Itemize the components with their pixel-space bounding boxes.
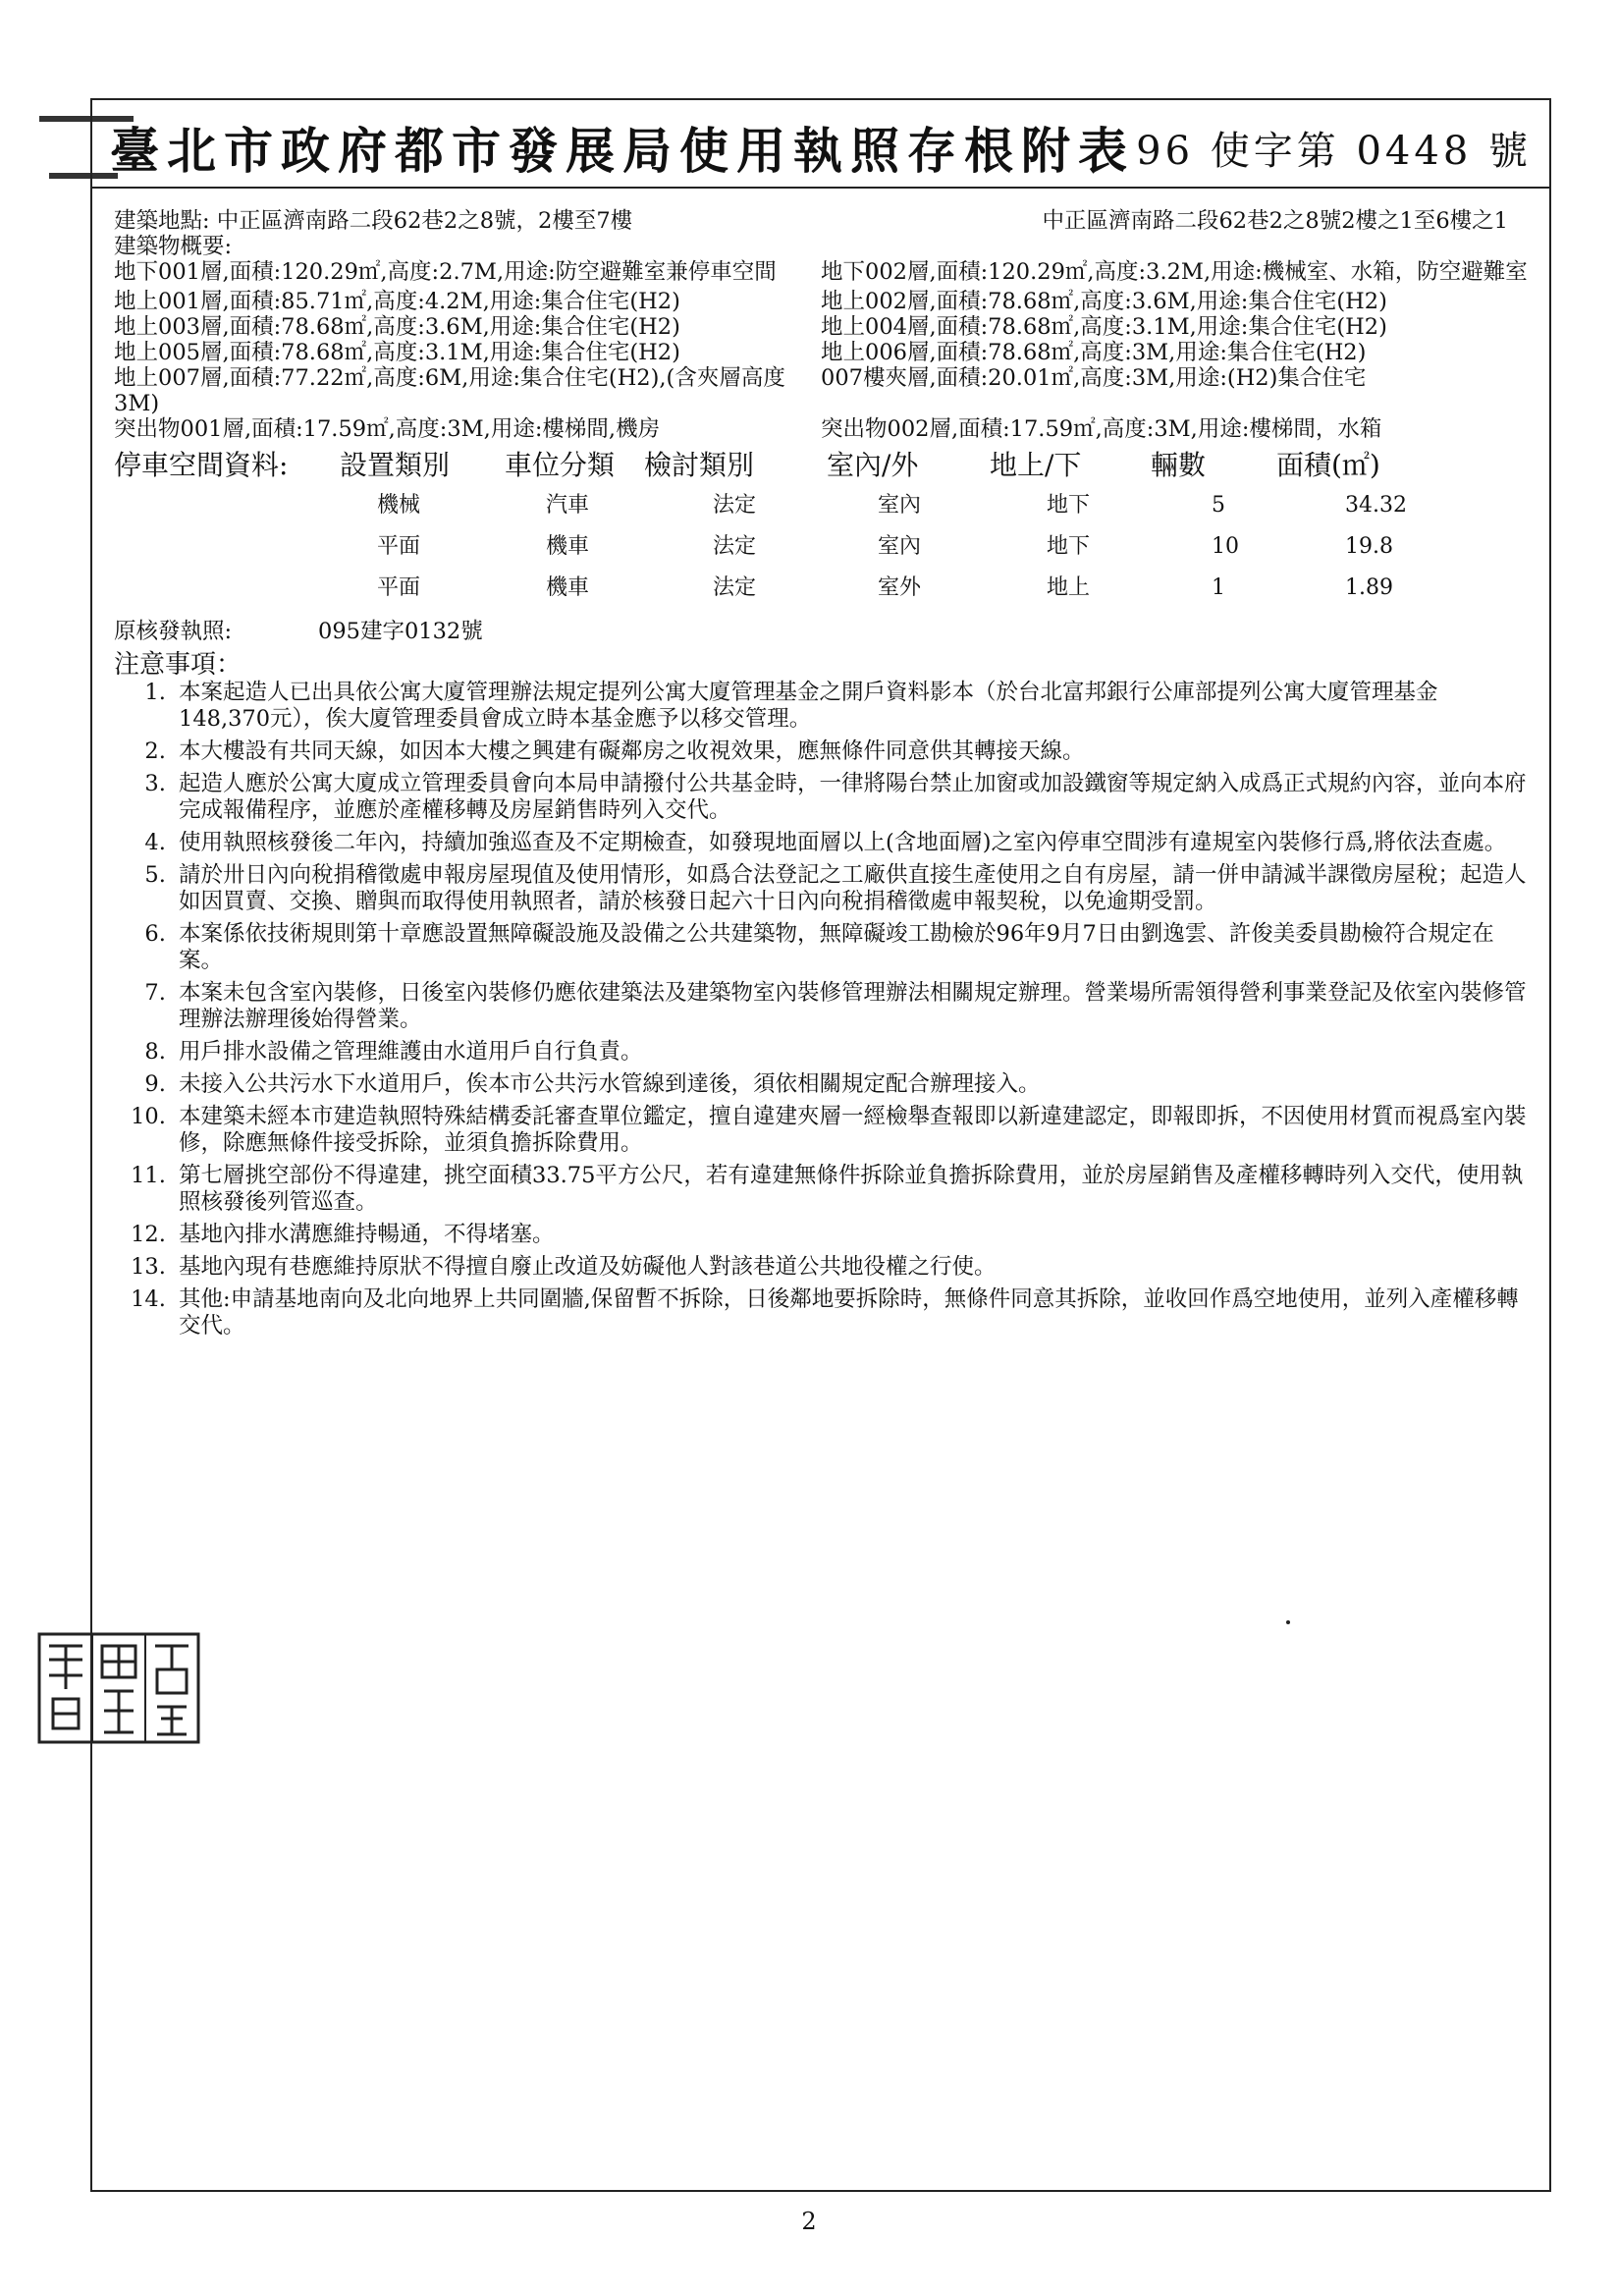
overview-label: 建築物概要: [114, 234, 233, 259]
overview-row [114, 314, 1528, 340]
overview-cell: 地上006層,面積:78.68㎡,高度:3M,用途:集合住宅(H2) [821, 340, 1367, 365]
document-title: 臺北市政府都市發展局使用執照存根附表 [110, 122, 1135, 180]
overview-cell: 地下001層,面積:120.29㎡,高度:2.7M,用途:防空避難室兼停車空間 [114, 259, 777, 285]
parking-cell: 地上 [1047, 575, 1091, 600]
parking-cell: 汽車 [546, 493, 590, 518]
overview-row [114, 289, 1528, 314]
note-item: 3. 起造人應於公寓大廈成立管理委員會向本局申請撥付公共基金時，一律將陽台禁止加窗或加設鐵窗等規定納入成爲正式規約內容，並向本府完成報備程序，並應於產權移轉及房屋銷售時列入交代。 [173, 771, 1528, 824]
content [114, 208, 1528, 1345]
permit-number: 96 使字第 0448 號 [1136, 129, 1532, 174]
original-permit-value: 095建字0132號 [318, 619, 483, 644]
parking-cell: 機械 [377, 493, 421, 518]
parking-cell: 34.32 [1345, 493, 1407, 518]
overview-cell: 地上002層,面積:78.68㎡,高度:3.6M,用途:集合住宅(H2) [821, 289, 1387, 314]
parking-col-header: 檢討類別 [644, 449, 755, 481]
overview-row [114, 259, 1528, 285]
parking-row [377, 526, 1528, 568]
overview-row [114, 340, 1528, 365]
original-permit [114, 619, 1528, 644]
original-permit-label: 原核發執照: [114, 619, 233, 644]
notes-list [114, 680, 1528, 1339]
overview-cell: 突出物001層,面積:17.59㎡,高度:3M,用途:樓梯間,機房 [114, 416, 661, 442]
overview-cell: 007樓夾層,面積:20.01㎡,高度:3M,用途:(H2)集合住宅 [821, 365, 1367, 391]
parking-cell: 1 [1212, 575, 1225, 600]
parking-rows [114, 485, 1528, 609]
overview-cell: 地上007層,面積:77.22㎡,高度:6M,用途:集合住宅(H2),(含夾層高度3M) [114, 365, 785, 416]
note-item: 1. 本案起造人已出具依公寓大廈管理辦法規定提列公寓大廈管理基金之開戶資料影本（於台北富邦銀行公庫部提列公寓大廈管理基金148,370元），俟大廈管理委員會成立時本基金應予以移交管理。 [173, 680, 1528, 733]
note-item: 7. 本案未包含室內裝修，日後室內裝修仍應依建築法及建築物室內裝修管理辦法相關規定辦理。營業場所需領得營利事業登記及依室內裝修管理辦法辦理後始得營業。 [173, 980, 1528, 1033]
scan-artifact [1286, 1620, 1290, 1624]
note-item: 10. 本建築未經本市建造執照特殊結構委託審查單位鑑定，擅自違建夾層一經檢舉查報即以新違建認定，即報即拆，不因使用材質而視爲室內裝修，除應無條件接受拆除，並須負擔拆除費用。 [173, 1104, 1528, 1157]
note-item: 5. 請於卅日內向稅捐稽徵處申報房屋現值及使用情形，如爲合法登記之工廠供直接生產使用之自有房屋，請一併申請減半課徵房屋稅；起造人如因買賣、交換、贈與而取得使用執照者，請於核發日起六十日內向稅捐稽徵處申報契稅，以免逾期受罰。 [173, 862, 1528, 915]
note-item: 2. 本大樓設有共同天線，如因本大樓之興建有礙鄰房之收視效果，應無條件同意供其轉接天線。 [173, 738, 1528, 765]
note-item: 12. 基地內排水溝應維持暢通，不得堵塞。 [173, 1222, 1528, 1248]
parking-label: 停車空間資料: [114, 449, 289, 481]
note-item: 9. 未接入公共污水下水道用戶，俟本市公共污水管線到達後，須依相關規定配合辦理接入。 [173, 1071, 1528, 1098]
site-address [114, 208, 632, 234]
parking-cell: 地下 [1047, 534, 1091, 559]
site-address-text: 中正區濟南路二段62巷2之8號，2樓至7樓 [216, 208, 633, 234]
parking-row [377, 568, 1528, 609]
site-address-line [114, 208, 1528, 234]
note-item: 4. 使用執照核發後二年內，持續加強巡查及不定期檢查，如發現地面層以上(含地面層)之室內停車空間涉有違規室內裝修行爲,將依法查處。 [173, 830, 1528, 856]
page-number: 2 [801, 2208, 817, 2235]
overview-cell: 地上003層,面積:78.68㎡,高度:3.6M,用途:集合住宅(H2) [114, 314, 680, 340]
note-item: 8. 用戶排水設備之管理維護由水道用戶自行負責。 [173, 1039, 1528, 1066]
parking-col-header: 面積(㎡) [1276, 449, 1380, 481]
parking-cell: 平面 [377, 575, 421, 600]
overview-cell: 地上001層,面積:85.71㎡,高度:4.2M,用途:集合住宅(H2) [114, 289, 680, 314]
parking-cell: 法定 [713, 575, 757, 600]
overview-cell: 地下002層,面積:120.29㎡,高度:3.2M,用途:機械室、水箱，防空避難室 [821, 259, 1528, 285]
official-seal-stamp [35, 1630, 202, 1746]
overview-rows [114, 259, 1528, 442]
parking-cell: 19.8 [1345, 534, 1393, 559]
note-item: 13. 基地內現有巷應維持原狀不得擅自廢止改道及妨礙他人對該巷道公共地役權之行使。 [173, 1254, 1528, 1281]
parking-cell: 地下 [1047, 493, 1091, 518]
parking-cell: 10 [1212, 534, 1239, 559]
parking-cell: 5 [1212, 493, 1225, 518]
overview-cell: 地上005層,面積:78.68㎡,高度:3.1M,用途:集合住宅(H2) [114, 340, 680, 365]
overview-row [114, 365, 1528, 416]
site-label: 建築地點: [114, 208, 210, 234]
parking-cell: 平面 [377, 534, 421, 559]
overview-cell: 地上004層,面積:78.68㎡,高度:3.1M,用途:集合住宅(H2) [821, 314, 1387, 340]
overview-row [114, 416, 1528, 442]
parking-cell: 機車 [546, 575, 590, 600]
parking-cell: 法定 [713, 493, 757, 518]
parking-col-header: 室內/外 [827, 449, 919, 481]
site-address-2: 中正區濟南路二段62巷2之8號2樓之1至6樓之1 [1042, 208, 1508, 234]
note-item: 6. 本案係依技術規則第十章應設置無障礙設施及設備之公共建築物，無障礙竣工勘檢於96年9月7日由劉逸雲、許俊美委員勘檢符合規定在案。 [173, 921, 1528, 974]
parking-section [114, 446, 1528, 609]
note-item: 11. 第七層挑空部份不得違建，挑空面積33.75平方公尺，若有違建無條件拆除並負擔拆除費用，並於房屋銷售及產權移轉時列入交代，使用執照核發後列管巡查。 [173, 1163, 1528, 1216]
notes-title: 注意事項： [114, 650, 243, 680]
parking-col-header: 車位分類 [505, 449, 616, 481]
note-item: 14. 其他:申請基地南向及北向地界上共同圍牆,保留暫不拆除，日後鄰地要拆除時，無條件同意其拆除，並收回作爲空地使用，並列入產權移轉交代。 [173, 1286, 1528, 1339]
parking-col-header: 地上/下 [990, 449, 1082, 481]
parking-cell: 室內 [878, 534, 922, 559]
parking-row [377, 485, 1528, 526]
parking-cell: 機車 [546, 534, 590, 559]
parking-col-header: 設置類別 [340, 449, 451, 481]
parking-col-header: 輛數 [1151, 449, 1207, 481]
header [92, 100, 1549, 189]
parking-cell: 法定 [713, 534, 757, 559]
parking-cell: 1.89 [1345, 575, 1393, 600]
overview-cell: 突出物002層,面積:17.59㎡,高度:3M,用途:樓梯間，水箱 [821, 416, 1382, 442]
parking-cell: 室外 [878, 575, 922, 600]
parking-cell: 室內 [878, 493, 922, 518]
parking-header [114, 446, 1528, 485]
